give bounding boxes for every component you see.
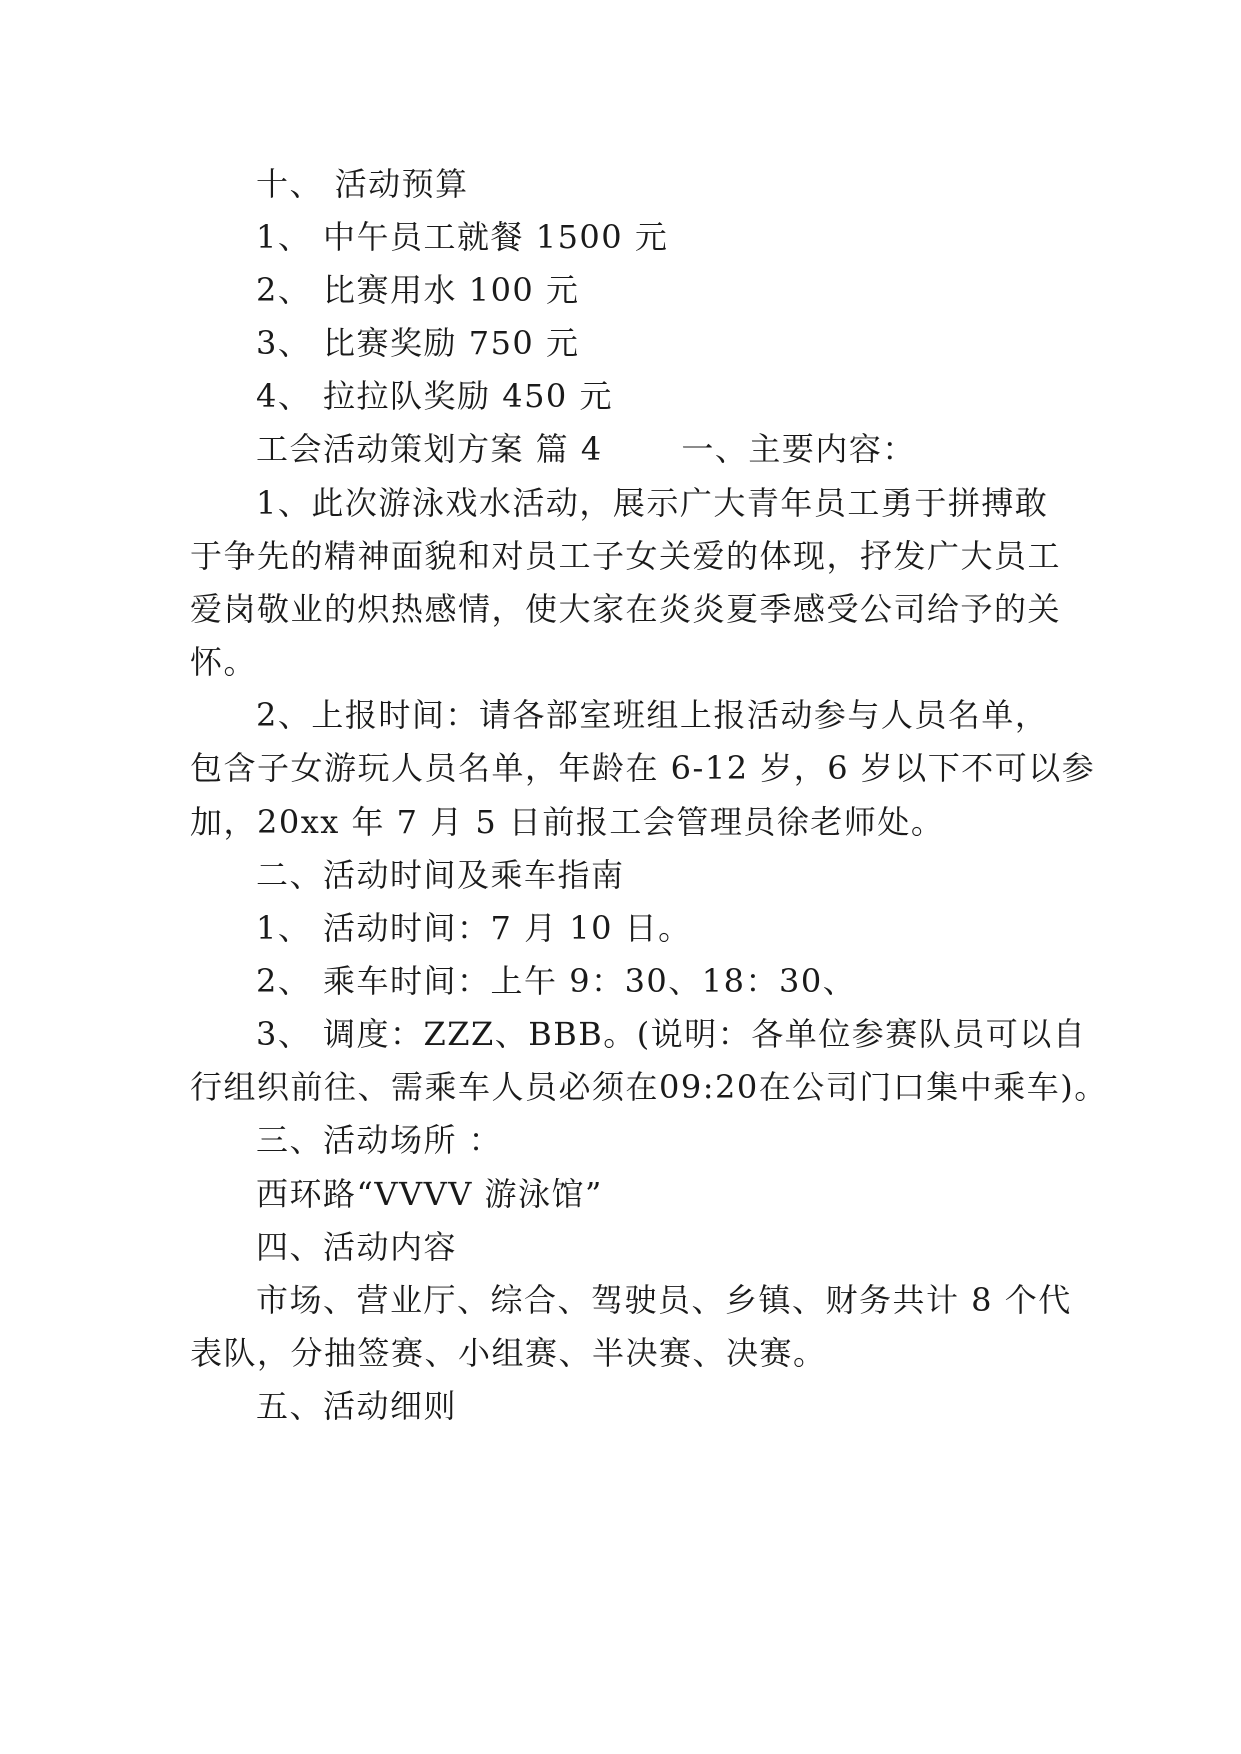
budget-heading: 十、 活动预算 [256, 165, 469, 203]
section-heading: 四、活动内容 [256, 1228, 458, 1266]
list-item: 3、 调度：ZZZ、BBB。(说明：各单位参赛队员可以自 [256, 1015, 1087, 1053]
budget-item: 4、 拉拉队奖励 450 元 [256, 377, 613, 415]
list-item: 1、 活动时间：7 月 10 日。 [256, 909, 692, 947]
paragraph-line: 1、此次游泳戏水活动，展示广大青年员工勇于拼搏敢 [256, 484, 1049, 522]
paragraph-line: 于争先的精神面貌和对员工子女关爱的体现，抒发广大员工 [190, 537, 1062, 575]
paragraph-line: 表队，分抽签赛、小组赛、半决赛、决赛。 [190, 1334, 827, 1372]
paragraph-line: 加，20xx 年 7 月 5 日前报工会管理员徐老师处。 [190, 803, 945, 841]
section-heading: 五、活动细则 [256, 1387, 458, 1425]
paragraph-line: 包含子女游玩人员名单，年龄在 6-12 岁，6 岁以下不可以参 [190, 749, 1096, 787]
paragraph-line: 市场、营业厅、综合、驾驶员、乡镇、财务共计 8 个代 [256, 1281, 1072, 1319]
list-item: 2、 乘车时间：上午 9：30、18：30、 [256, 962, 857, 1000]
paragraph-line: 行组织前往、需乘车人员必须在09:20在公司门口集中乘车)。 [190, 1068, 1108, 1106]
paragraph-line: 2、上报时间：请各部室班组上报活动参与人员名单， [256, 696, 1049, 734]
paragraph-line: 怀。 [190, 643, 258, 681]
paragraph-line: 爱岗敬业的炽热感情，使大家在炎炎夏季感受公司给予的关 [190, 590, 1062, 628]
budget-item: 3、 比赛奖励 750 元 [256, 324, 580, 362]
budget-item: 1、 中午员工就餐 1500 元 [256, 218, 669, 256]
plan-title-line: 工会活动策划方案 篇 4 一、主要内容： [256, 430, 916, 468]
paragraph-line: 西环路“VVVV 游泳馆” [256, 1175, 603, 1213]
budget-item: 2、 比赛用水 100 元 [256, 271, 580, 309]
section-heading: 二、活动时间及乘车指南 [256, 856, 625, 894]
section-heading: 三、活动场所 ： [256, 1121, 503, 1159]
